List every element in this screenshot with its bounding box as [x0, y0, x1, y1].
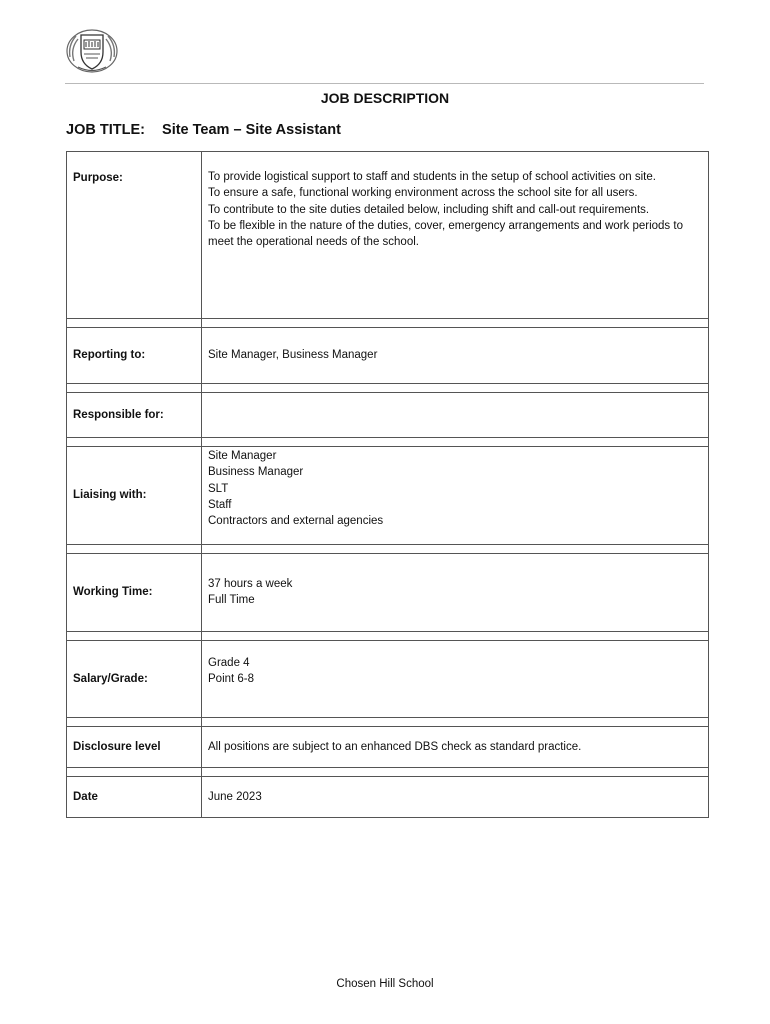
row-label: Reporting to:	[67, 328, 202, 384]
row-value: 37 hours a week Full Time	[202, 554, 709, 632]
row-value: Grade 4 Point 6-8	[202, 641, 709, 718]
spacer-cell	[67, 632, 202, 641]
job-title-value: Site Team – Site Assistant	[162, 122, 341, 138]
row-label: Salary/Grade:	[67, 641, 202, 718]
header-divider	[65, 83, 704, 84]
row-value: June 2023	[202, 777, 709, 818]
row-value: To provide logistical support to staff and students in the setup of school activities on site. To ensure a safe, functional working environment across the school site for all users. To contribute to the site duties detailed below, including shift and call-out requirements. To be flexible in the nature of the duties, cover, emergency arrangements and work periods to meet the operational needs of the school.	[202, 152, 709, 319]
row-label: Disclosure level	[67, 727, 202, 768]
row-value: Site Manager, Business Manager	[202, 328, 709, 384]
row-label: Working Time:	[67, 554, 202, 632]
row-label: Responsible for:	[67, 393, 202, 438]
table-row-date	[67, 777, 709, 818]
spacer-cell	[202, 384, 709, 393]
spacer-cell	[67, 384, 202, 393]
table-row-responsible	[67, 393, 709, 438]
row-value: All positions are subject to an enhanced DBS check as standard practice.	[202, 727, 709, 768]
table-row-purpose	[67, 152, 709, 319]
row-value: Site Manager Business Manager SLT Staff Contractors and external agencies	[202, 447, 709, 545]
spacer-cell	[202, 718, 709, 727]
row-label: Date	[67, 777, 202, 818]
spacer-cell	[67, 718, 202, 727]
table-row-liaising	[67, 447, 709, 545]
spacer-cell	[202, 319, 709, 328]
spacer-cell	[202, 438, 709, 447]
table-row-working-time	[67, 554, 709, 632]
document-heading: JOB DESCRIPTION	[320, 90, 450, 106]
table-row-disclosure	[67, 727, 709, 768]
row-label: Liaising with:	[67, 447, 202, 545]
spacer-cell	[67, 768, 202, 777]
table-row-salary	[67, 641, 709, 718]
spacer-cell	[202, 545, 709, 554]
school-crest-icon	[64, 27, 120, 75]
job-title-line	[66, 122, 341, 138]
footer-school-name: Chosen Hill School	[336, 978, 434, 990]
spacer-cell	[202, 768, 709, 777]
spacer-cell	[67, 545, 202, 554]
row-label: Purpose:	[67, 152, 202, 319]
row-value	[202, 393, 709, 438]
spacer-cell	[67, 319, 202, 328]
spacer-cell	[67, 438, 202, 447]
table-row-reporting	[67, 328, 709, 384]
job-details-table	[66, 151, 709, 818]
spacer-cell	[202, 632, 709, 641]
job-title-label: JOB TITLE:	[66, 122, 145, 138]
